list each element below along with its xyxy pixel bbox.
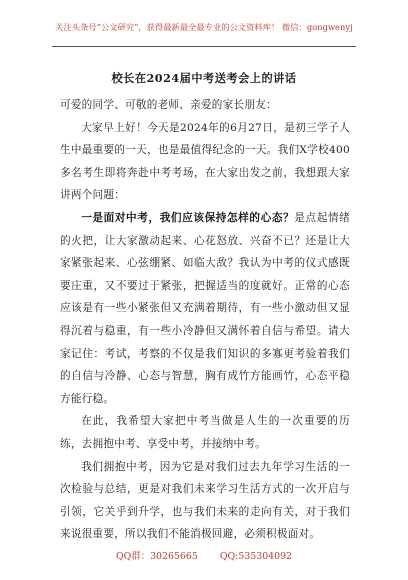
contact-footer bbox=[0, 548, 408, 562]
document-body bbox=[60, 94, 350, 546]
qq-group-text: QQ群：30265665 bbox=[115, 551, 198, 562]
paragraph-greeting: 大家早上好！今天是2024年的6月27日，是初三学子人生中最重要的一天，也是最值得纪念的一天。我们X学校400多名考生即将奔赴中考考场，在大家出发之前，我想跟大家讲两个问题： bbox=[60, 121, 350, 202]
paragraph-hope: 在此，我希望大家把中考当做是人生的一次重要的历练，去拥抱中考、享受中考，并接纳中考。 bbox=[60, 415, 350, 450]
paragraph-mindset-body: 是点起情绪的火把，让大家激动起来、心花怒放、兴奋不已？还是让大家紧张起来、心弦绷紧、如临大敌？我认为中考的仪式感既要庄重，又不要过于紧张，把握适当的度就好。正常的心态应该是有一些小紧张但又充满着期待，有一些小激动但又显得沉着与稳重，有一些小冷静但又满怀着自信与希望。请大家记住：考试，考察的不仅是我们知识的多寡更考验着我们的自信与冷静、心态与智慧，胸有成竹方能画竹，心态平稳方能行稳。 bbox=[60, 211, 351, 405]
document-title: 校长在2024届中考送考会上的讲话 bbox=[111, 71, 297, 85]
qq-text: QQ:535304092 bbox=[219, 551, 293, 562]
paragraph-embrace: 我们拥抱中考，因为它是对我们过去九年学习生活的一次检验与总结，更是对我们未来学习生活方式的一次开启与引领，它关乎到升学，也与我们未来的走向有关，对于我们来说很重要，所以我们不能消极回避，必须积极面对。 bbox=[60, 460, 350, 541]
promo-banner: 关注头条号“公文研究”，获得最新最全最专业的公文资料库！ 微信：gongwenyj bbox=[55, 22, 353, 32]
header-divider bbox=[52, 46, 356, 47]
paragraph-mindset bbox=[60, 207, 350, 410]
paragraph-mindset-heading: 一是面对中考，我们应该保持怎样的心态？ bbox=[81, 211, 295, 224]
salutation: 可爱的同学、可敬的老师、亲爱的家长朋友： bbox=[60, 99, 277, 111]
